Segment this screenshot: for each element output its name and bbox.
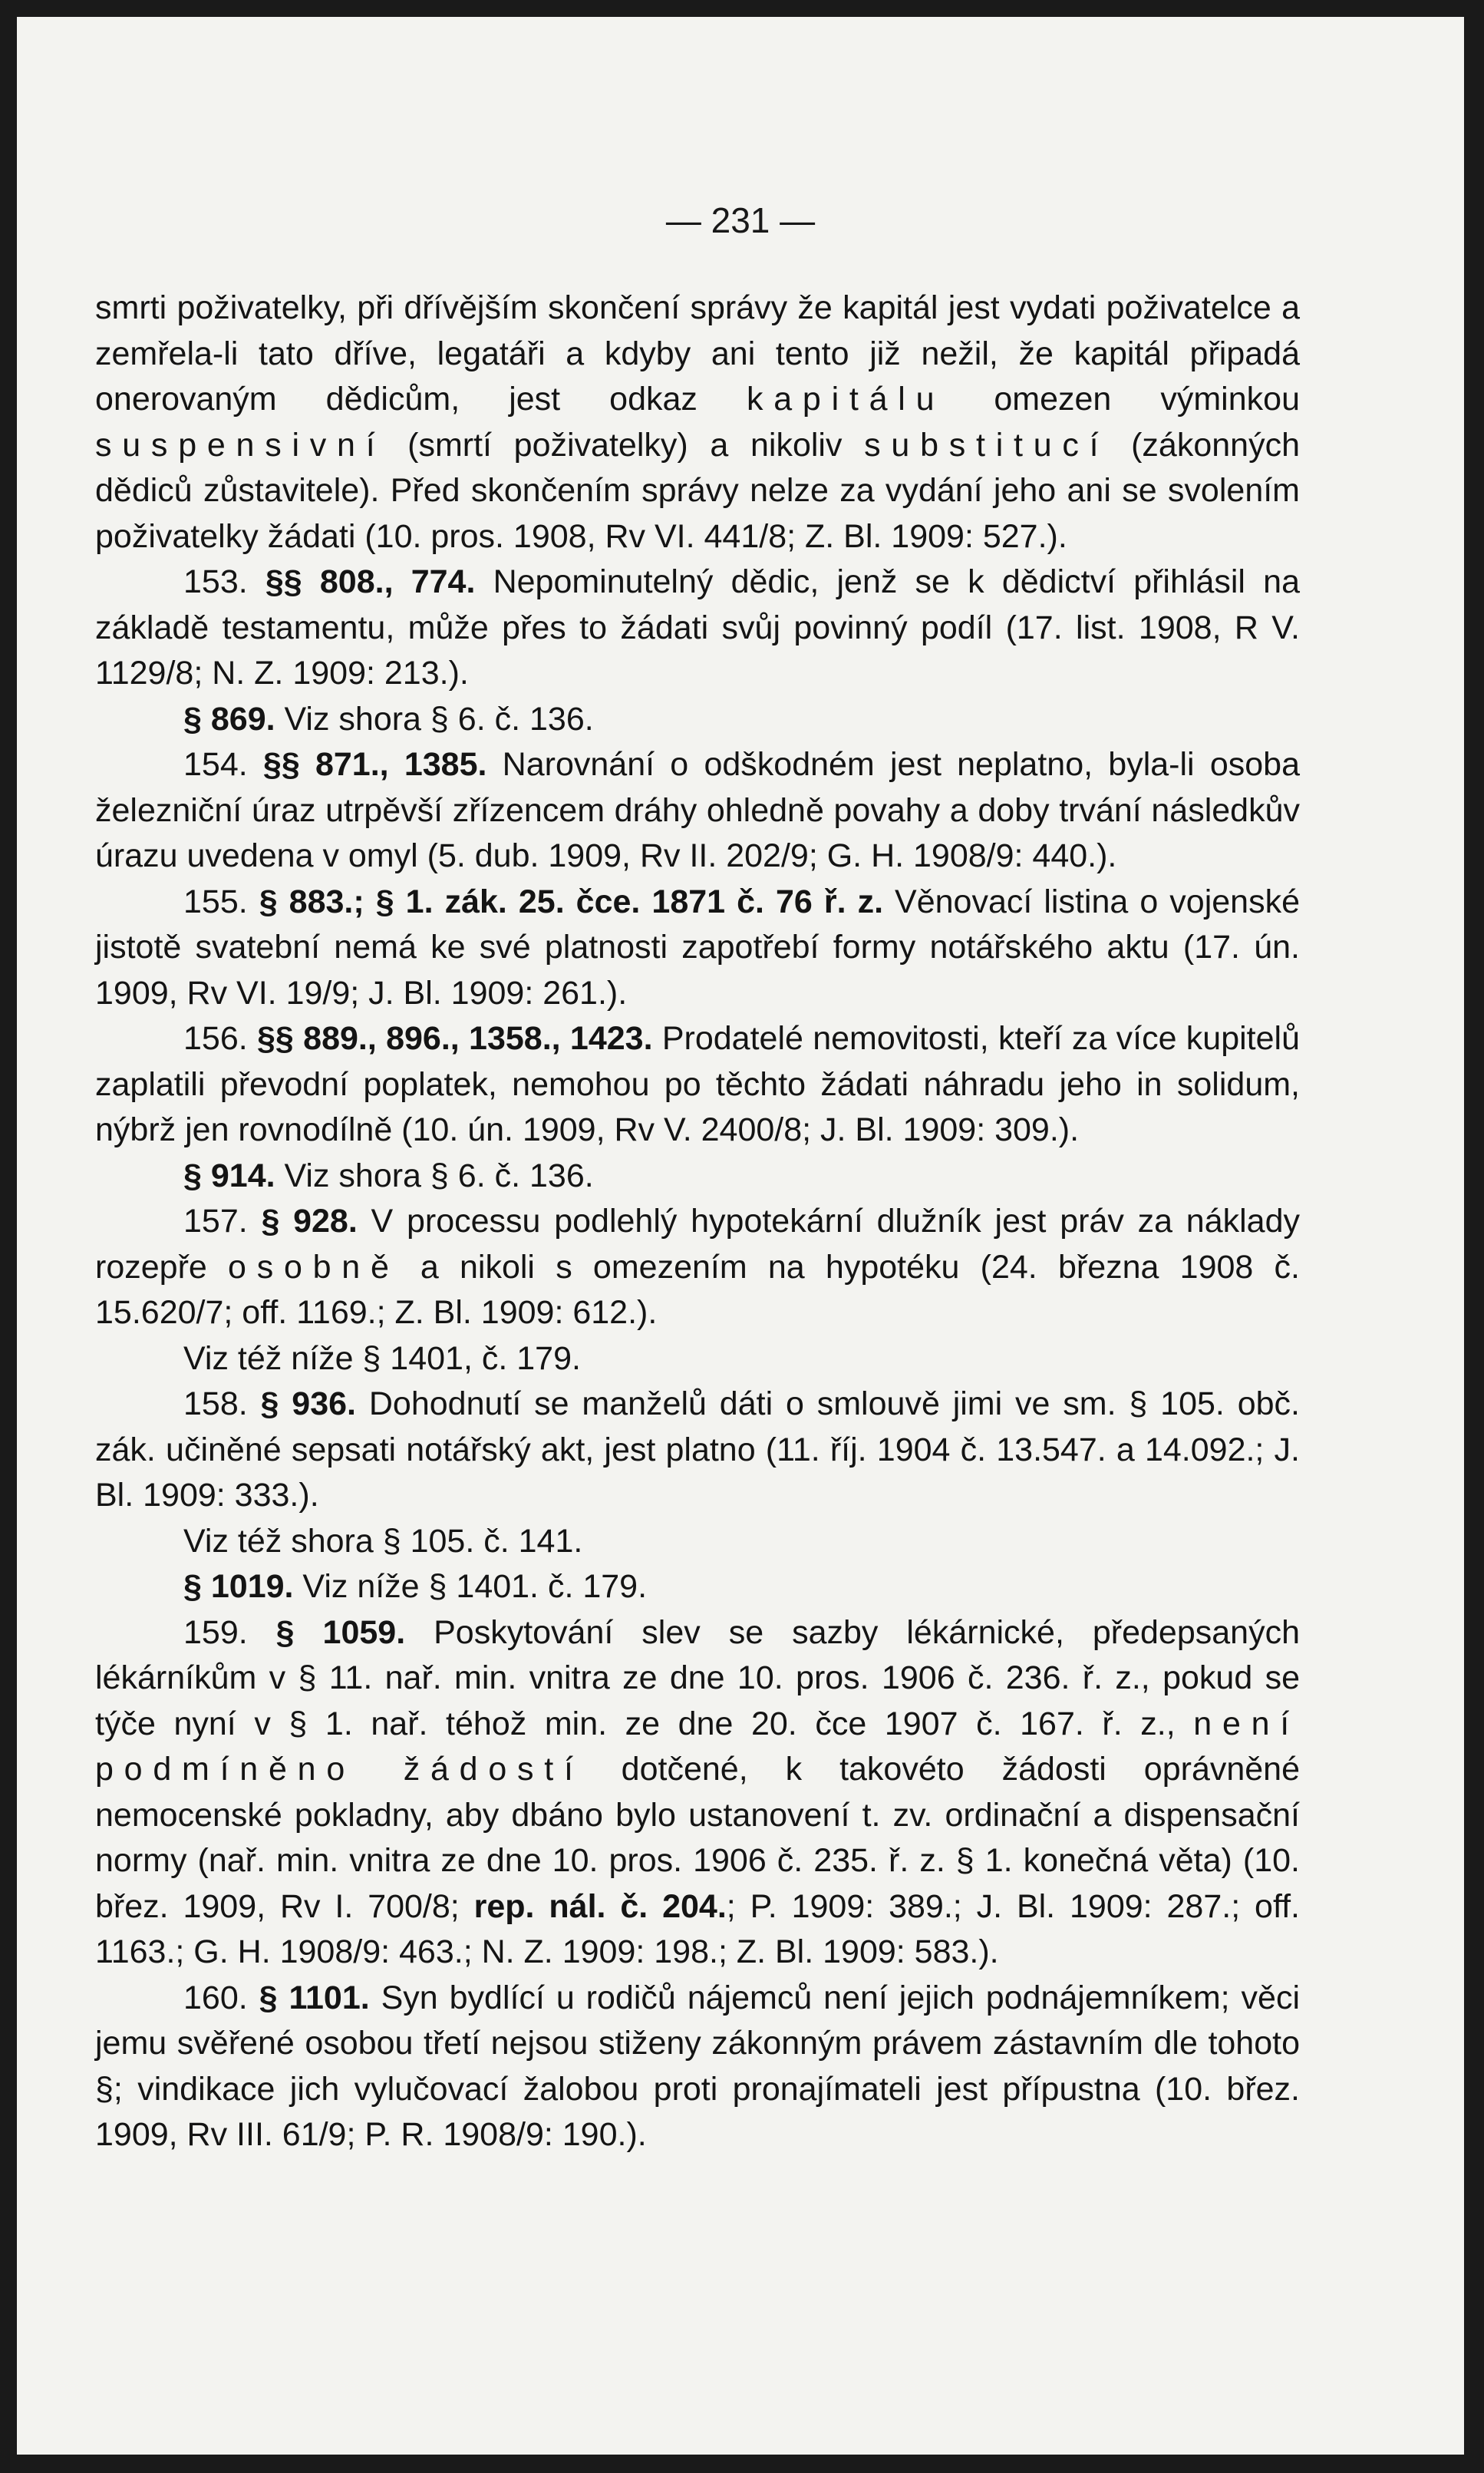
section-reference: rep. nál. č. 204.	[473, 1887, 727, 1925]
paragraph	[95, 1336, 1300, 1382]
text-run: 154.	[183, 746, 263, 783]
paragraph	[95, 1610, 1300, 1976]
text-run: Viz též shora § 105. č. 141.	[183, 1522, 583, 1560]
section-reference: §§ 808., 774.	[265, 563, 476, 600]
section-reference: § 914.	[183, 1157, 275, 1194]
text-run: Syn bydlící u rodičů nájemců není jejich podnájemníkem; věci jemu svěřené osobou třetí nejsou stiženy zákonným právem zástavním dle tohoto §; vindikace jich vylučovací žalobou proti pronajímateli jest přípustna (10. břez. 1909, Rv III. 61/9; P. R. 1908/9: 190.).	[95, 1979, 1301, 2153]
text-run: Věnovací listina o vojenské jistotě svatební nemá ke své platnosti zapotřebí formy notářského aktu (17. ún. 1909, Rv VI. 19/9; J. Bl. 1909: 261.).	[95, 883, 1300, 1012]
text-run: 157.	[183, 1203, 262, 1240]
section-reference: § 1059.	[275, 1613, 406, 1651]
emphasized-text: není podmíněno žádostí	[95, 1705, 1300, 1788]
text-run: a nikoli s omezením na hypotéku (24. března 1908 č. 15.620/7; off. 1169.; Z. Bl. 1909: 612.).	[95, 1248, 1300, 1331]
paragraph	[95, 1564, 1300, 1610]
paragraph	[95, 1382, 1300, 1519]
paragraph	[95, 1016, 1300, 1154]
text-run: Viz shora § 6. č. 136.	[275, 1157, 594, 1194]
text-run: (zákonných dědiců zůstavitele). Před skončením správy nelze za vydání jeho ani se svolením poživatelky žádati (10. pros. 1908, Rv VI. 441/8; Z. Bl. 1909: 527.).	[95, 426, 1300, 555]
paragraph	[95, 560, 1300, 697]
paragraph	[95, 286, 1300, 560]
emphasized-text: suspensivní	[95, 426, 386, 464]
section-reference: § 928.	[261, 1203, 358, 1240]
text-run: dotčené, k takovéto žádosti oprávněné nemocenské pokladny, aby dbáno bylo ustanovení t. zv. ordinační a dispensační normy (nař. min. vnitra ze dne 10. pros. 1906 č. 235. ř. z. § 1. konečná věta) (10. břez. 1909, Rv I. 700/8;	[95, 1751, 1301, 1925]
paragraph	[95, 1976, 1300, 2158]
paragraph	[95, 1154, 1300, 1200]
section-reference: § 869.	[183, 700, 275, 738]
text-run: (smrtí poživatelky) a nikoliv	[385, 426, 865, 464]
paragraph	[95, 1199, 1300, 1336]
text-run: omezen výminkou	[945, 381, 1300, 418]
text-run: ; P. 1909: 389.; J. Bl. 1909: 287.; off. 1163.; G. H. 1908/9: 463.; N. Z. 1909: 198.; Z. Bl. 1909: 583.).	[95, 1887, 1301, 1970]
text-run: 153.	[183, 563, 265, 600]
text-run: Narovnání o odškodném jest neplatno, byla-li osoba železniční úraz utrpěvší zřízencem dráhy ohledně povahy a doby trvání následkův úrazu uvedena v omyl (5. dub. 1909, Rv II. 202/9; G. H. 1908/9: 440.).	[95, 746, 1300, 874]
paragraph	[95, 697, 1300, 743]
text-run: 156.	[183, 1020, 258, 1057]
text-run: Viz též níže § 1401, č. 179.	[183, 1339, 581, 1377]
section-reference: § 1101.	[259, 1979, 370, 2016]
section-reference: § 936.	[260, 1385, 357, 1422]
paragraph	[95, 1519, 1300, 1565]
text-run: Dohodnutí se manželů dáti o smlouvě jimi ve sm. § 105. obč. zák. učiněné sepsati notářský akt, jest platno (11. říj. 1904 č. 13.547. a 14.092.; J. Bl. 1909: 333.).	[95, 1385, 1300, 1514]
text-run: 158.	[183, 1385, 261, 1422]
emphasized-text: osobně	[228, 1248, 400, 1286]
body-text	[95, 286, 1300, 2158]
emphasized-text: substitucí	[864, 426, 1110, 464]
section-reference: §§ 871., 1385.	[262, 746, 487, 783]
text-run: 160.	[183, 1979, 259, 2016]
text-run: Poskytování slev se sazby lékárnické, předepsaných lékárníkům v § 11. nař. min. vnitra ze dne 10. pros. 1906 č. 236. ř. z., pokud se týče nyní v § 1. nař. téhož min. ze dne 20. čce 1907 č. 167. ř. z.,	[95, 1613, 1301, 1742]
text-run: V processu podlehlý hypotekární dlužník jest práv za náklady rozepře	[95, 1203, 1300, 1286]
section-reference: § 1019.	[183, 1568, 294, 1605]
text-run: Nepominutelný dědic, jenž se k dědictví přihlásil na základě testamentu, může přes to žádati svůj povinný podíl (17. list. 1908, R V. 1129/8; N. Z. 1909: 213.).	[95, 563, 1300, 692]
text-run: Prodatelé nemovitosti, kteří za více kupitelů zaplatili převodní poplatek, nemohou po těchto žádati náhradu jeho in solidum, nýbrž jen rovnodílně (10. ún. 1909, Rv V. 2400/8; J. Bl. 1909: 309.).	[95, 1020, 1301, 1148]
emphasized-text: kapitálu	[746, 381, 945, 418]
book-page	[17, 17, 1464, 2455]
text-run: smrti poživatelky, při dřívějším skončení správy že kapitál jest vydati poživatelce a zemřela-li tato dříve, legatáři a kdyby ani tento již nežil, že kapitál připadá onerovaným dědicům, jest odkaz	[95, 289, 1300, 418]
text-run: Viz shora § 6. č. 136.	[275, 700, 594, 738]
text-run: 155.	[183, 883, 259, 920]
text-run: Viz níže § 1401. č. 179.	[293, 1568, 648, 1605]
page-number: — 231 —	[665, 200, 816, 240]
paragraph	[95, 880, 1300, 1017]
section-reference: § 883.; § 1. zák. 25. čce. 1871 č. 76 ř. z.	[259, 883, 884, 920]
section-reference: §§ 889., 896., 1358., 1423.	[257, 1020, 653, 1057]
text-run: 159.	[183, 1613, 276, 1651]
paragraph	[95, 742, 1300, 880]
